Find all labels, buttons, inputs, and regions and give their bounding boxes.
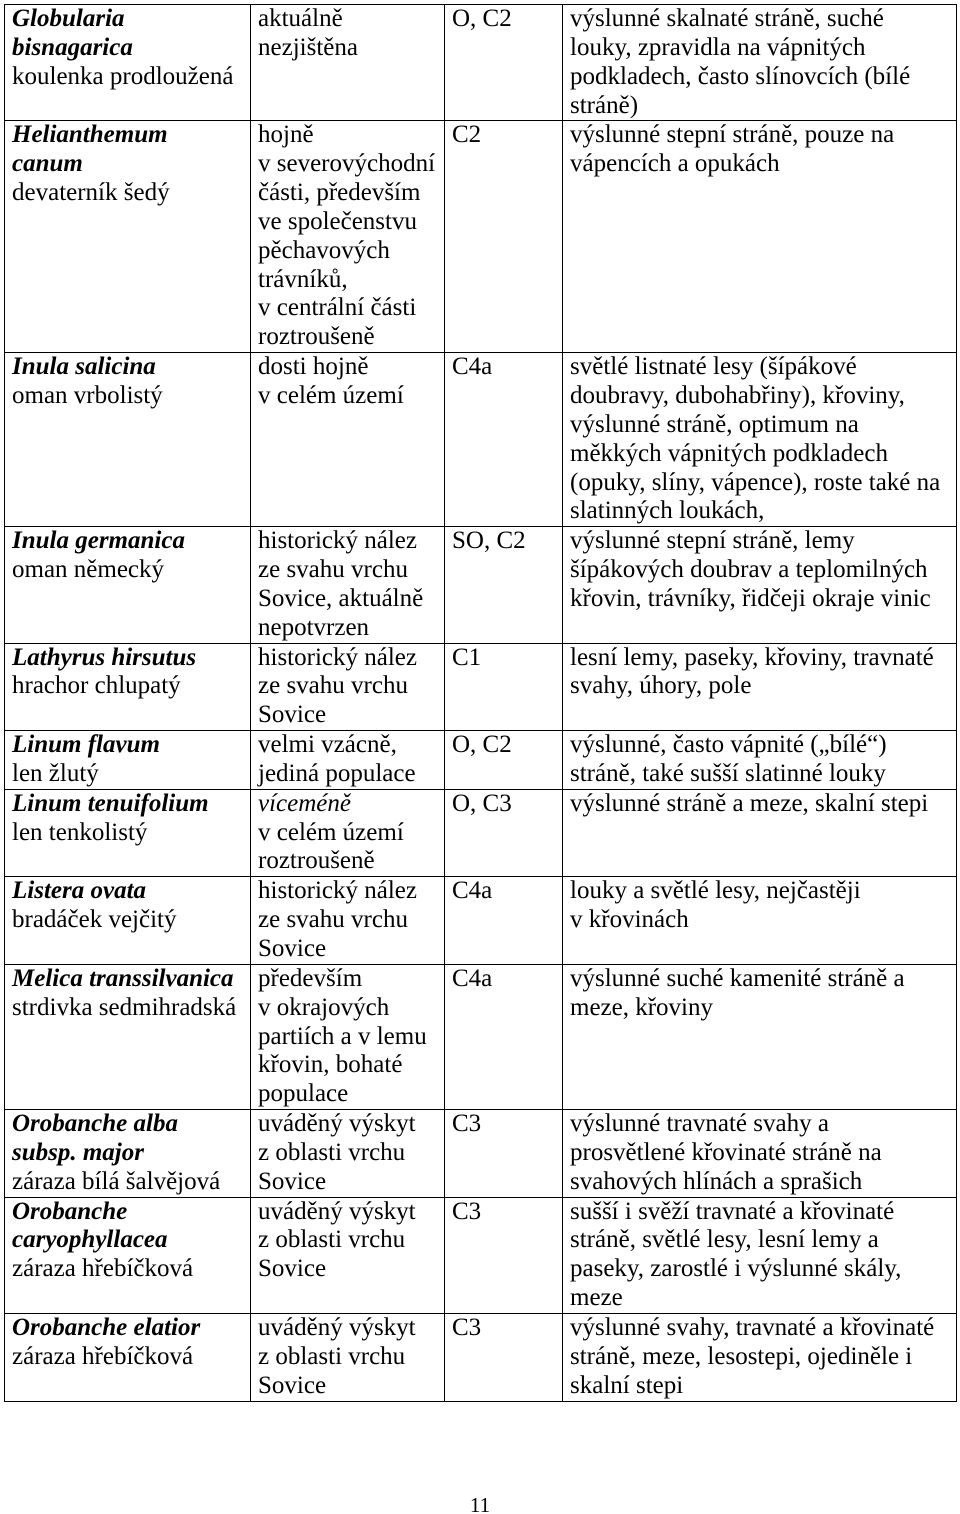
table-row xyxy=(5,964,957,1109)
species-cell xyxy=(5,5,251,121)
category-cell: C1 xyxy=(445,643,563,731)
species-cell xyxy=(5,1110,251,1198)
latin-name: Inula germanica xyxy=(12,527,185,555)
category-cell: O, C2 xyxy=(445,731,563,790)
latin-name: Linum flavum xyxy=(12,731,160,759)
species-table xyxy=(4,4,957,1402)
species-cell xyxy=(5,1197,251,1313)
category-cell: C3 xyxy=(445,1197,563,1313)
species-cell xyxy=(5,789,251,877)
category-cell: C3 xyxy=(445,1313,563,1401)
czech-name: záraza hřebíčková xyxy=(12,1342,194,1370)
species-cell xyxy=(5,121,251,353)
page-number: 11 xyxy=(469,1493,491,1514)
occurrence-cell: historický nález ze svahu vrchu Sovice, aktuálně nepotvrzen xyxy=(251,527,445,643)
category-cell: C3 xyxy=(445,1110,563,1198)
latin-name: Helianthemum canum xyxy=(12,121,168,178)
czech-name: koulenka prodloužená xyxy=(12,62,234,90)
species-cell xyxy=(5,353,251,527)
occurrence-cell: uváděný výskyt z oblasti vrchu Sovice xyxy=(251,1110,445,1198)
occurrence-lead: víceméně xyxy=(258,789,351,817)
table-row xyxy=(5,877,957,965)
czech-name: záraza hřebíčková xyxy=(12,1255,194,1283)
habitat-cell: sušší i svěží travnaté a křovinaté stráně, světlé lesy, lesní lemy a paseky, zarostlé i výslunné skály, meze xyxy=(563,1197,957,1313)
category-cell: C4a xyxy=(445,353,563,527)
latin-name: Orobanche elatior xyxy=(12,1313,201,1341)
czech-name: len žlutý xyxy=(12,759,99,787)
czech-name: len tenkolistý xyxy=(12,818,148,846)
latin-name: Orobanche caryophyllacea xyxy=(12,1197,168,1254)
habitat-cell: výslunné stepní stráně, lemy šípákových doubrav a teplomilných křovin, trávníky, řidčeji okraje vinic xyxy=(563,527,957,643)
species-cell xyxy=(5,1313,251,1401)
table-row xyxy=(5,5,957,121)
czech-name: bradáček vejčitý xyxy=(12,906,177,934)
table-row xyxy=(5,527,957,643)
category-cell: O, C2 xyxy=(445,5,563,121)
czech-name: oman vrbolistý xyxy=(12,381,163,409)
latin-name: Orobanche alba subsp. major xyxy=(12,1110,178,1166)
latin-name: Linum tenuifolium xyxy=(12,789,209,817)
habitat-cell: výslunné stepní stráně, pouze na vápencích a opukách xyxy=(563,121,957,353)
species-cell xyxy=(5,643,251,731)
habitat-cell: výslunné skalnaté stráně, suché louky, zpravidla na vápnitých podkladech, často slínovcích (bílé stráně) xyxy=(563,5,957,121)
table-row xyxy=(5,1197,957,1313)
occurrence-cell: historický nález ze svahu vrchu Sovice xyxy=(251,877,445,965)
table-row xyxy=(5,731,957,790)
occurrence-cell: uváděný výskyt z oblasti vrchu Sovice xyxy=(251,1313,445,1401)
category-cell: SO, C2 xyxy=(445,527,563,643)
habitat-cell: výslunné, často vápnité („bílé“) stráně, také sušší slatinné louky xyxy=(563,731,957,790)
occurrence-cell: velmi vzácně, jediná populace xyxy=(251,731,445,790)
table-row xyxy=(5,353,957,527)
occurrence-cell xyxy=(251,789,445,877)
table-row xyxy=(5,643,957,731)
table-row xyxy=(5,789,957,877)
latin-name: Melica transsilvanica xyxy=(12,964,234,992)
habitat-cell: výslunné stráně a meze, skalní stepi xyxy=(563,789,957,877)
category-cell: C2 xyxy=(445,121,563,353)
occurrence-cell: dosti hojně v celém území xyxy=(251,353,445,527)
czech-name: devaterník šedý xyxy=(12,179,170,207)
species-cell xyxy=(5,527,251,643)
latin-name: Listera ovata xyxy=(12,877,147,905)
occurrence-cell: historický nález ze svahu vrchu Sovice xyxy=(251,643,445,731)
habitat-cell: výslunné suché kamenité stráně a meze, křoviny xyxy=(563,964,957,1109)
occurrence-text: v celém území roztroušeně xyxy=(258,818,404,875)
habitat-cell: světlé listnaté lesy (šípákové doubravy, dubohabřiny), křoviny, výslunné stráně, optimum na měkkých vápnitých podkladech (opuky, slíny, vápence), roste také na slatinných loukách, xyxy=(563,353,957,527)
habitat-cell: louky a světlé lesy, nejčastěji v křovinách xyxy=(563,877,957,965)
category-cell: O, C3 xyxy=(445,789,563,877)
table-row xyxy=(5,1313,957,1401)
habitat-cell: výslunné svahy, travnaté a křovinaté stráně, meze, lesostepi, ojediněle i skalní stepi xyxy=(563,1313,957,1401)
species-cell xyxy=(5,731,251,790)
table-row xyxy=(5,121,957,353)
occurrence-cell: uváděný výskyt z oblasti vrchu Sovice xyxy=(251,1197,445,1313)
occurrence-cell: aktuálně nezjištěna xyxy=(251,5,445,121)
czech-name: oman německý xyxy=(12,556,165,584)
species-cell xyxy=(5,877,251,965)
latin-name: Lathyrus hirsutus xyxy=(12,643,197,671)
occurrence-cell: hojně v severovýchodní části, především ve společenstvu pěchavových trávníků, v centrální části roztroušeně xyxy=(251,121,445,353)
latin-name: Inula salicina xyxy=(12,353,156,381)
czech-name: strdivka sedmihradská xyxy=(12,993,237,1021)
table-row xyxy=(5,1110,957,1198)
habitat-cell: lesní lemy, paseky, křoviny, travnaté svahy, úhory, pole xyxy=(563,643,957,731)
category-cell: C4a xyxy=(445,964,563,1109)
category-cell: C4a xyxy=(445,877,563,965)
species-cell xyxy=(5,964,251,1109)
occurrence-cell: především v okrajových partiích a v lemu křovin, bohaté populace xyxy=(251,964,445,1109)
czech-name: záraza bílá šalvějová xyxy=(12,1167,221,1195)
latin-name: Globularia bisnagarica xyxy=(12,5,133,61)
czech-name: hrachor chlupatý xyxy=(12,672,181,700)
habitat-cell: výslunné travnaté svahy a prosvětlené křovinaté stráně na svahových hlínách a sprašich xyxy=(563,1110,957,1198)
